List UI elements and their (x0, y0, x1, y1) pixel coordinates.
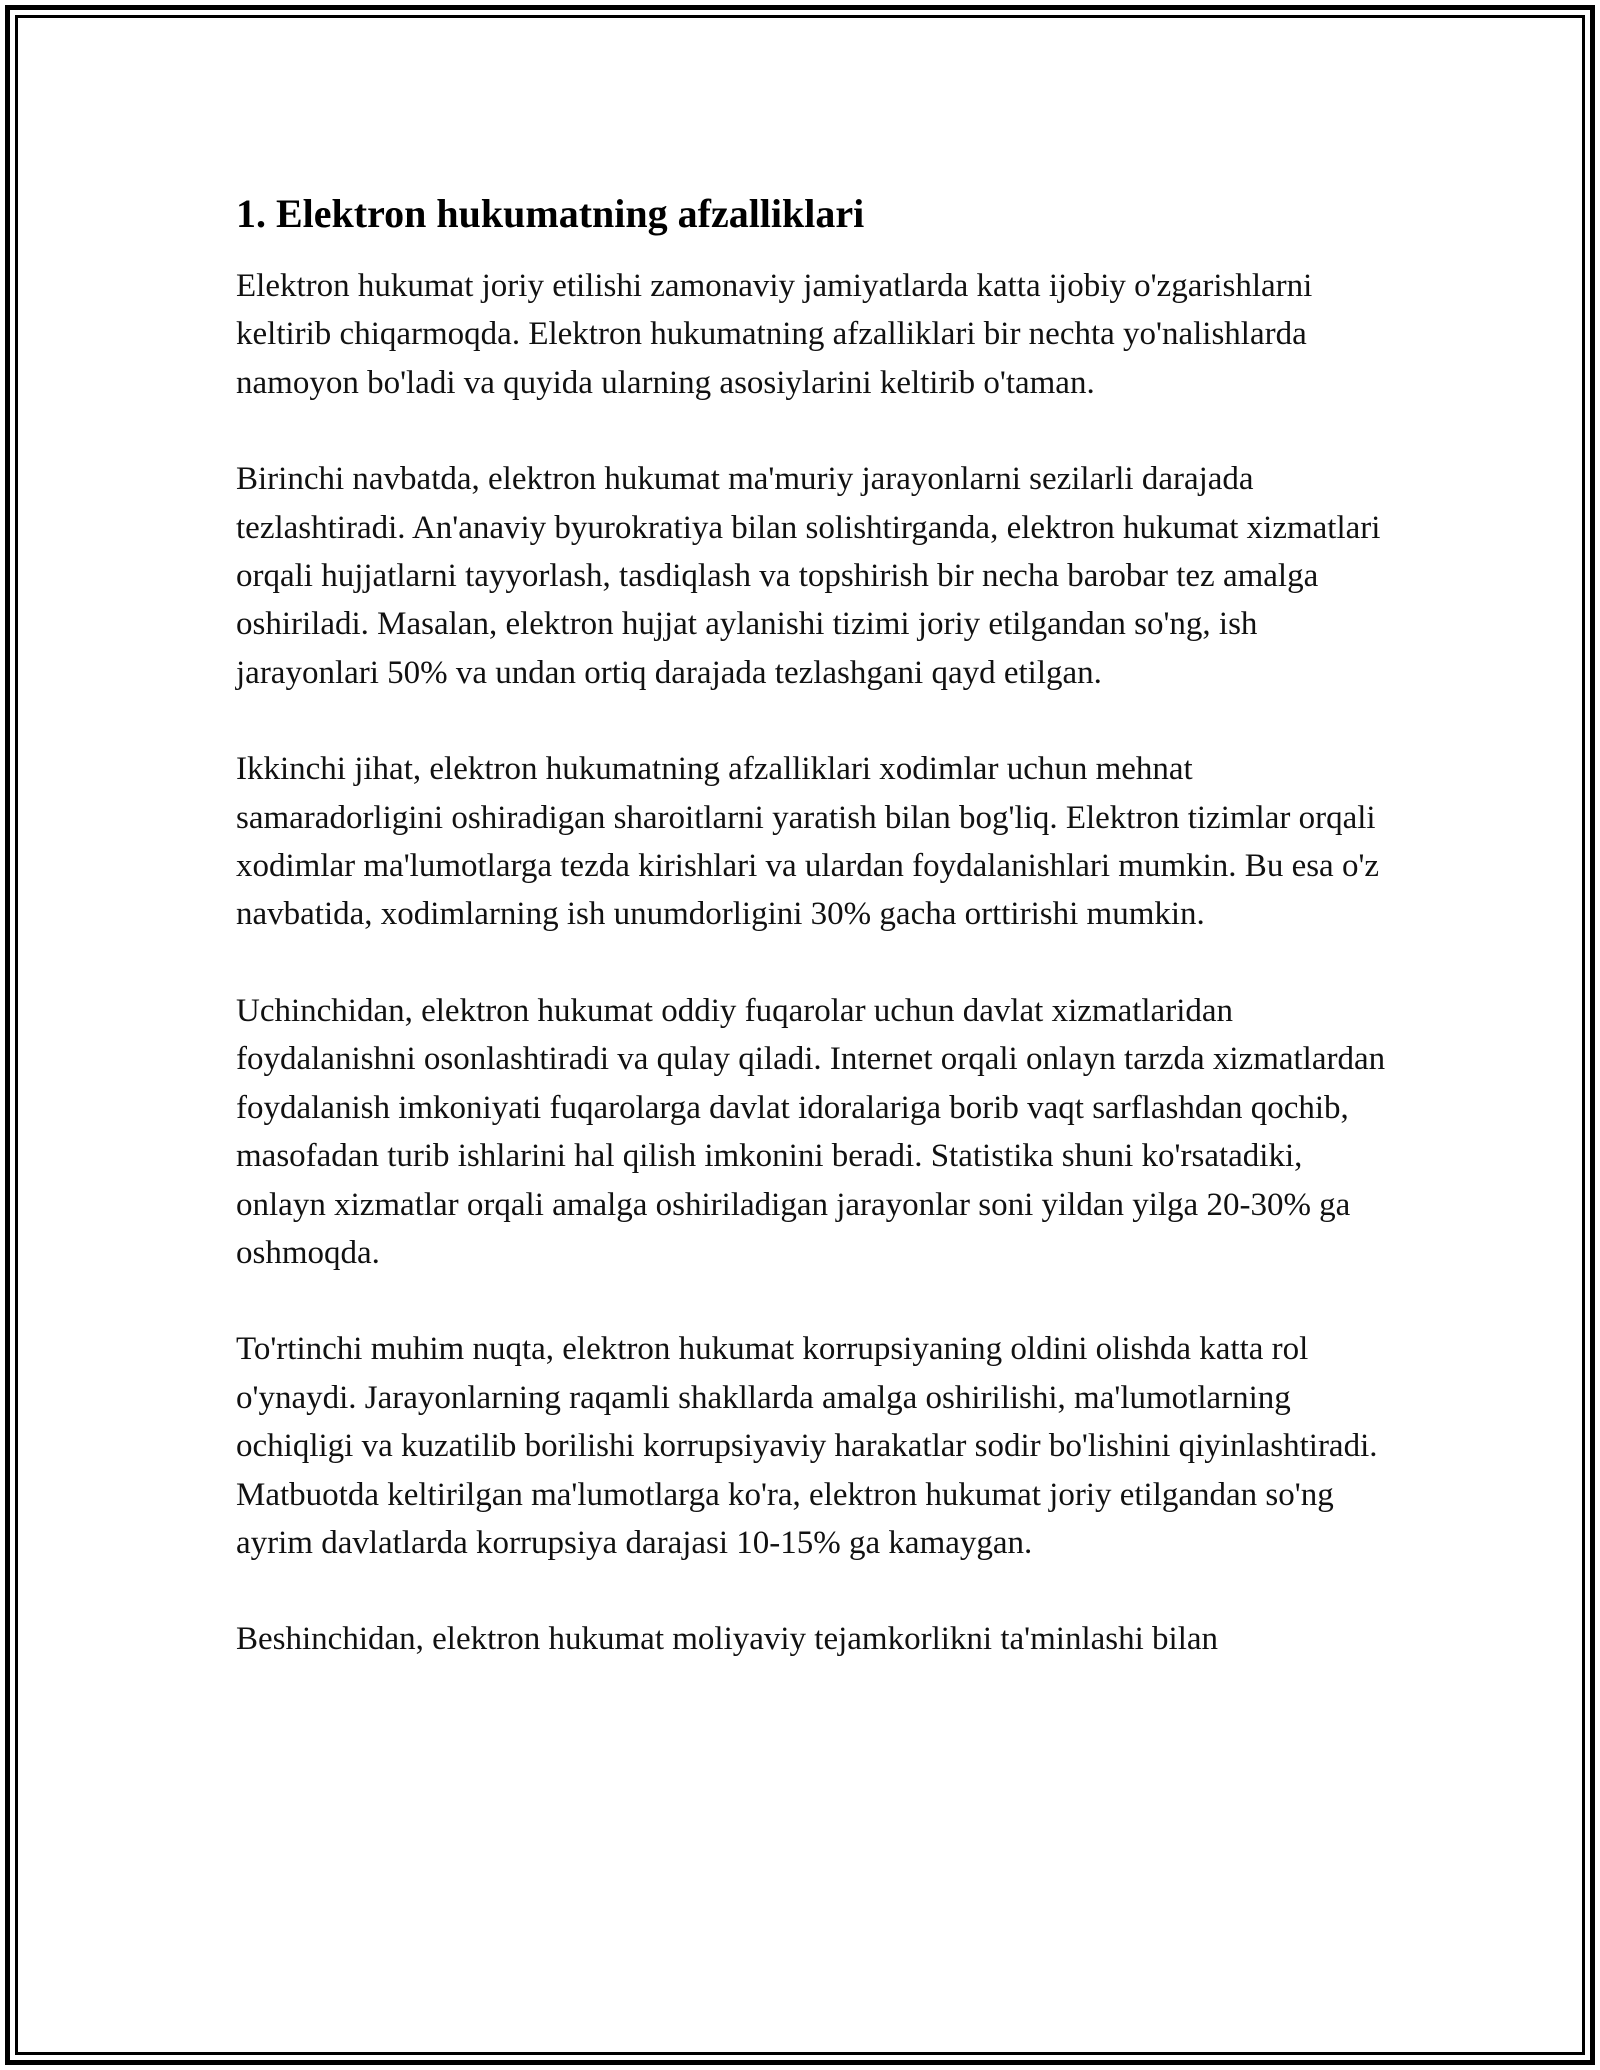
document-body (236, 186, 1386, 1712)
paragraph-intro: Elektron hukumat joriy etilishi zamonaviy jamiyatlarda katta ijobiy o'zgarishlarni keltirib chiqarmoqda. Elektron hukumatning afzalliklari bir nechta yo'nalishlarda namoyon bo'ladi va quyida ularning asosiylarini keltirib o'taman. (236, 268, 1313, 401)
paragraph-second: Ikkinchi jihat, elektron hukumatning afzalliklari xodimlar uchun mehnat samaradorligini oshiradigan sharoitlarni yaratish bilan bog'liq. Elektron tizimlar orqali xodimlar ma'lumotlarga tezda kirishlari va ulardan foydalanishlari mumkin. Bu esa o'z navbatida, xodimlarning ish unumdorligini 30% gacha orttirishi mumkin. (236, 751, 1380, 933)
paragraph-third: Uchinchidan, elektron hukumat oddiy fuqarolar uchun davlat xizmatlaridan foydalanishni osonlashtiradi va qulay qiladi. Internet orqali onlayn tarzda xizmatlardan foydalanish imkoniyati fuqarolarga davlat idoralariga borib vaqt sarflashdan qochib, masofadan turib ishlarini hal qilish imkonini beradi. Statistika shuni ko'rsatadiki, onlayn xizmatlar orqali amalga oshiriladigan jarayonlar soni yildan yilga 20-30% ga oshmoqda. (236, 992, 1386, 1271)
section-heading: 1. Elektron hukumatning afzalliklari (236, 191, 865, 236)
paragraph-fourth: To'rtinchi muhim nuqta, elektron hukumat korrupsiyaning oldini olishda katta rol o'ynaydi. Jarayonlarning raqamli shakllarda amalga oshirilishi, ma'lumotlarning ochiqligi va kuzatilib borilishi korrupsiyaviy harakatlar sodir bo'lishini qiyinlashtiradi. Matbuotda keltirilgan ma'lumotlarga ko'ra, elektron hukumat joriy etilgandan so'ng ayrim davlatlarda korrupsiya darajasi 10-15% ga kamaygan. (236, 1331, 1378, 1561)
paragraph-fifth: Beshinchidan, elektron hukumat moliyaviy tejamkorlikni ta'minlashi bilan (236, 1621, 1219, 1658)
paragraph-first: Birinchi navbatda, elektron hukumat ma'muriy jarayonlarni sezilarli darajada tezlashtiradi. An'anaviy byurokratiya bilan solishtirganda, elektron hukumat xizmatlari orqali hujjatlarni tayyorlash, tasdiqlash va topshirish bir necha barobar tez amalga oshiriladi. Masalan, elektron hujjat aylanishi tizimi joriy etilgandan so'ng, ish jarayonlari 50% va undan ortiq darajada tezlashgani qayd etilgan. (236, 461, 1381, 691)
